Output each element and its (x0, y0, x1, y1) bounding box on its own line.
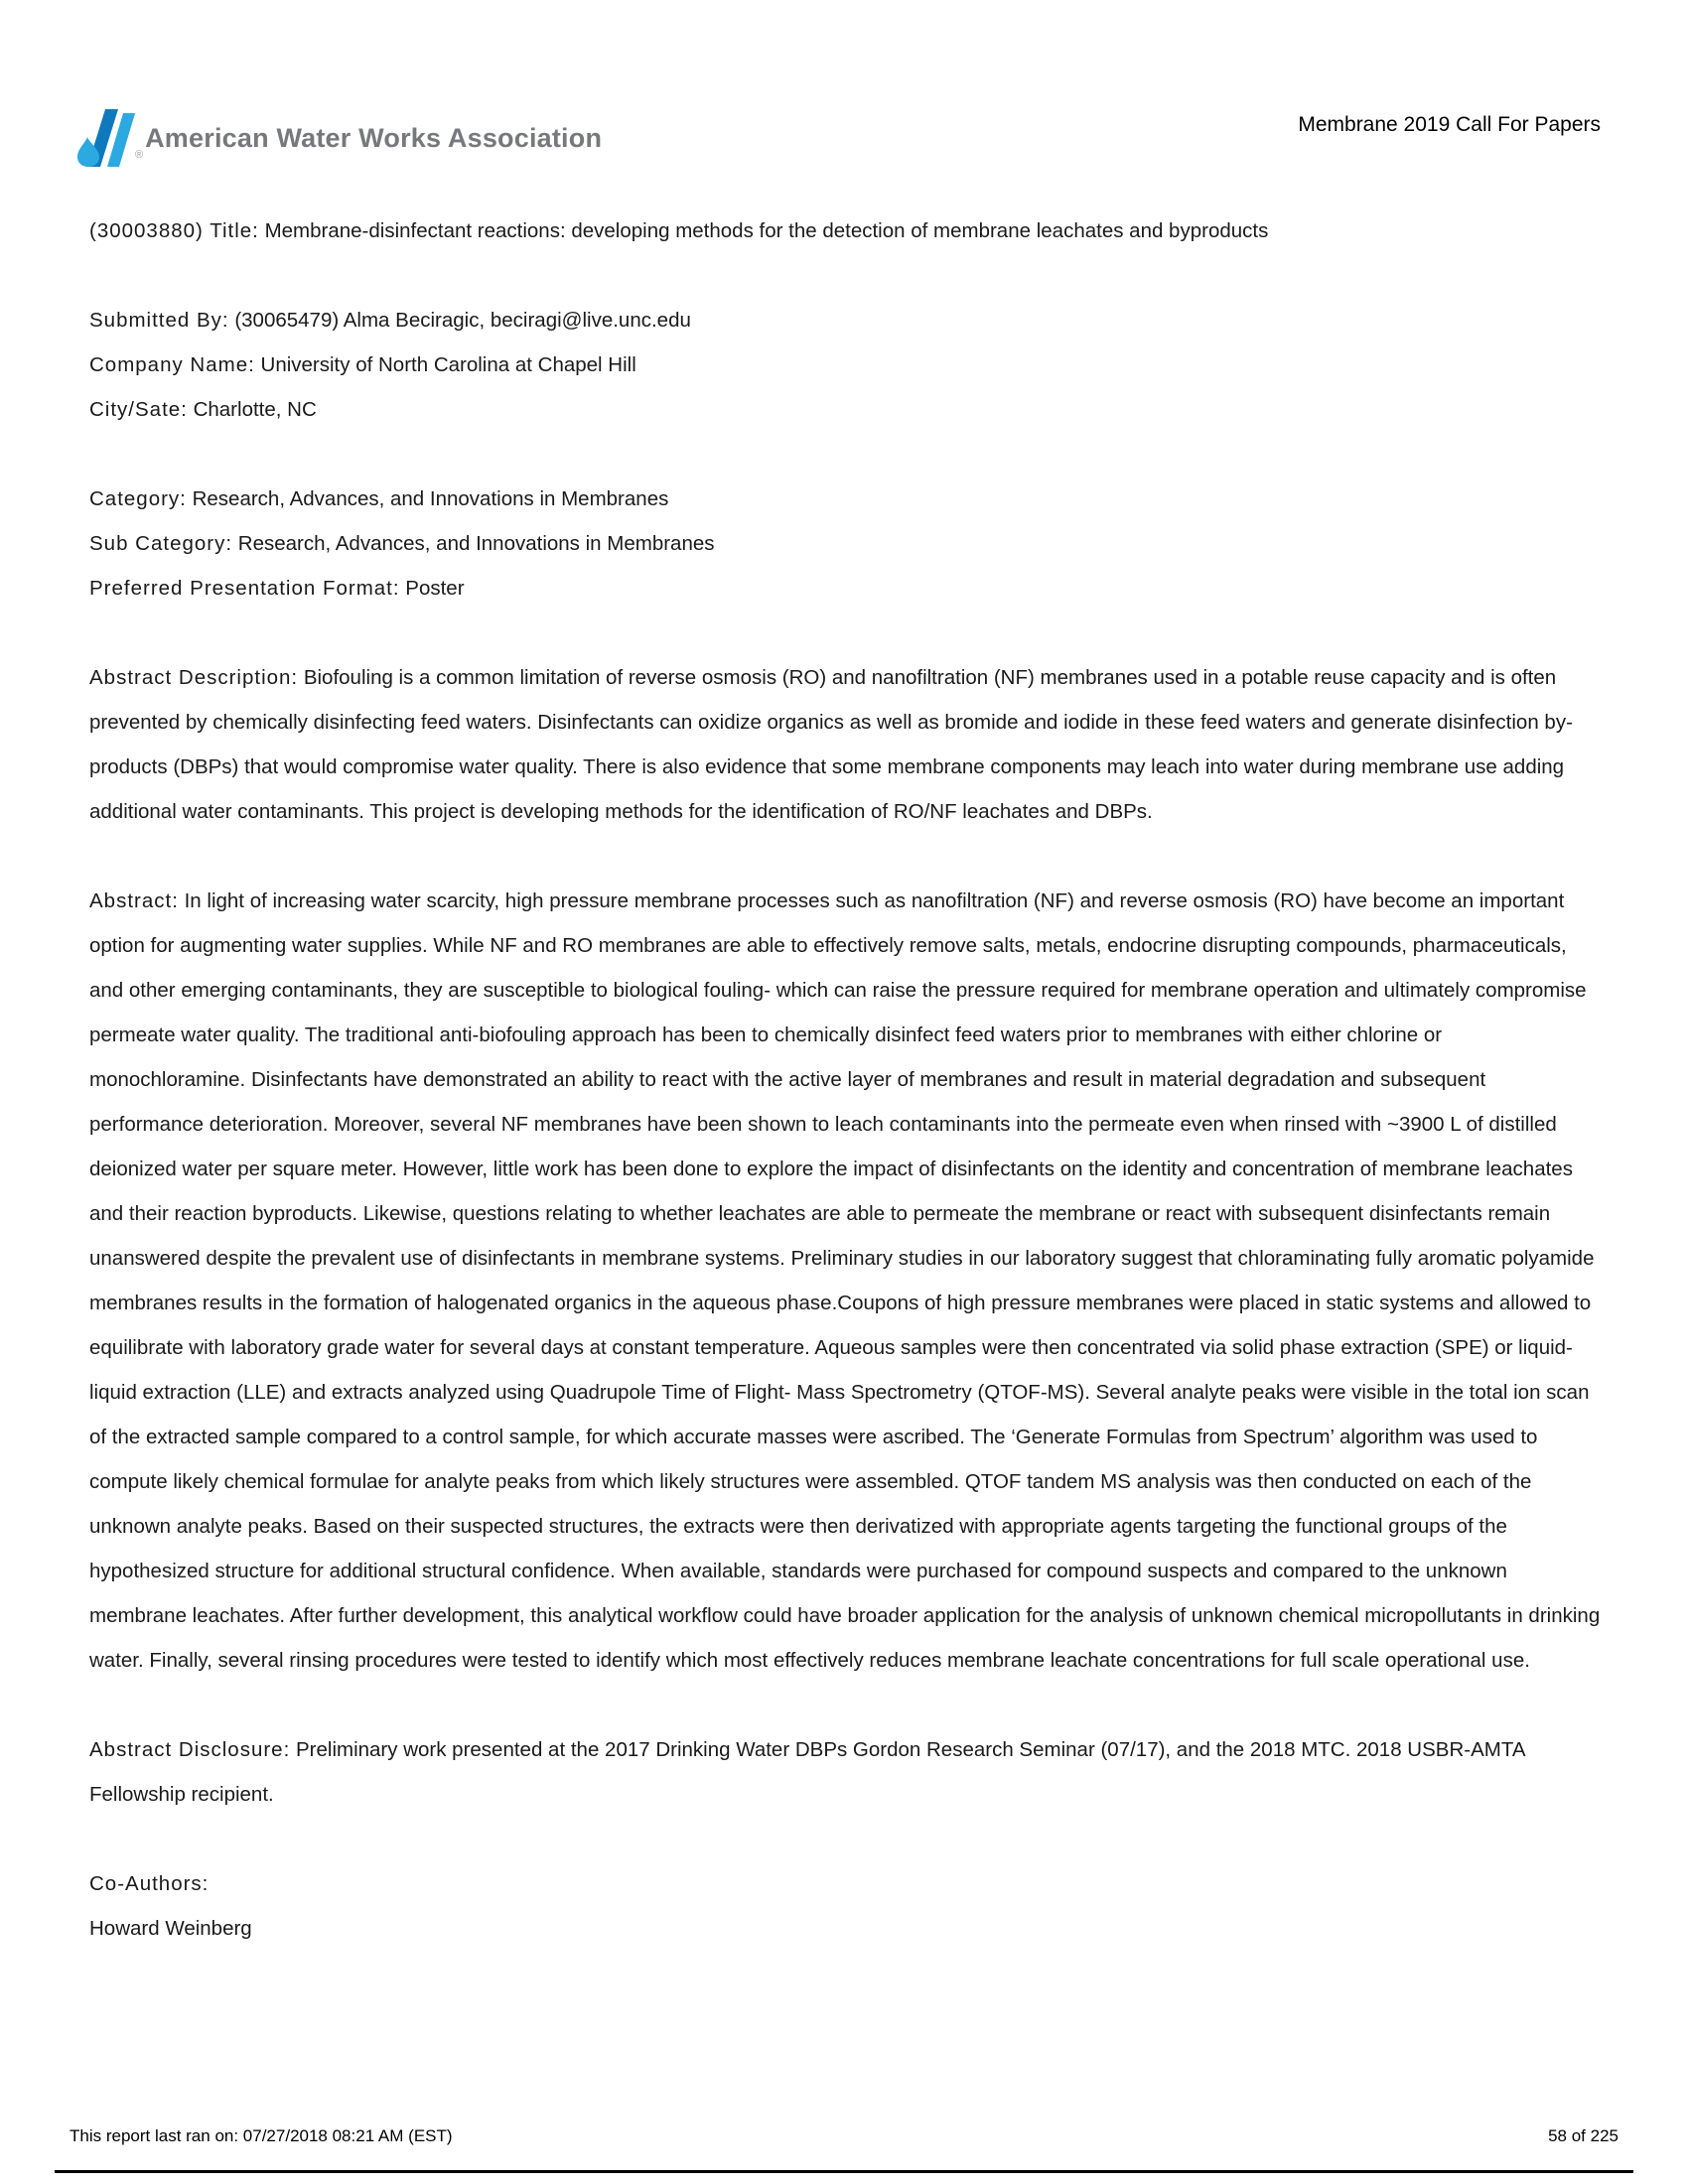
city-state-value: Charlotte, NC (193, 398, 317, 421)
report-title: Membrane 2019 Call For Papers (1298, 113, 1601, 136)
abstract-description-label: Abstract Description: (89, 666, 299, 689)
awwa-droplet-icon (75, 109, 139, 167)
abstract-description-value: Biofouling is a common limitation of reverse osmosis (RO) and nanofiltration (NF) membranes used in a potable reuse capacity and is often prevented by chemically disinfecting feed waters. Disinfectants can oxidize organics as well as bromide and iodide in these feed waters and generate disinfection by-products (DBPs) that would compromise water quality. There is also evidence that some membrane components may leach into water during membrane use adding additional water contaminants. This project is developing methods for the identification of RO/NF leachates and DBPs. (89, 666, 1573, 823)
registered-trademark-symbol: ® (135, 149, 144, 161)
presentation-format-value: Poster (405, 577, 465, 600)
page-footer (70, 2126, 1618, 2146)
co-author-name: Howard Weinberg (89, 1917, 252, 1940)
abstract-label: Abstract: (89, 889, 179, 912)
awwa-logo-text: American Water Works Association (145, 122, 603, 153)
category-value: Research, Advances, and Innovations in Membranes (192, 487, 669, 510)
presentation-format-line (89, 566, 1601, 611)
abstract-value: In light of increasing water scarcity, high pressure membrane processes such as nanofiltration (NF) and reverse osmosis (RO) have become an important option for augmenting water supplies. While NF and RO membranes are able to effectively remove salts, metals, endocrine disrupting compounds, pharmaceuticals, and other emerging contaminants, they are susceptible to biological fouling- which can raise the pressure required for membrane operation and ultimately compromise permeate water quality. The traditional anti-biofouling approach has been to chemically disinfect feed waters prior to membranes with either chlorine or monochloramine. Disinfectants have demonstrated an ability to react with the active layer of membranes and result in material degradation and subsequent performance deterioration. Moreover, several NF membranes have been shown to leach contaminants into the permeate even when rinsed with ~3900 L of distilled deionized water per square meter. However, little work has been done to explore the impact of disinfectants on the identity and concentration of membrane leachates and their reaction byproducts. Likewise, questions relating to whether leachates are able to permeate the membrane or react with subsequent disinfectants remain unanswered despite the prevalent use of disinfectants in membrane systems. Preliminary studies in our laboratory suggest that chloraminating fully aromatic polyamide membranes results in the formation of halogenated organics in the aqueous phase.Coupons of high pressure membranes were placed in static systems and allowed to equilibrate with laboratory grade water for several days at constant temperature. Aqueous samples were then concentrated via solid phase extraction (SPE) or liquid-liquid extraction (LLE) and extracts analyzed using Quadrupole Time of Flight- Mass Spectrometry (QTOF-MS). Several analyte peaks were visible in the total ion scan of the extracted sample compared to a control sample, for which accurate masses were ascribed. The ‘Generate Formulas from Spectrum’ algorithm was used to compute likely chemical formulae for analyte peaks from which likely structures were assembled. QTOF tandem MS analysis was then conducted on each of the unknown analyte peaks. Based on their suspected structures, the extracts were then derivatized with appropriate agents targeting the functional groups of the hypothesized structure for additional structural confidence. When available, standards were purchased for compound suspects and compared to the unknown membrane leachates. After further development, this analytical workflow could have broader application for the analysis of unknown chemical micropollutants in drinking water. Finally, several rinsing procedures were tested to identify which most effectively reduces membrane leachate concentrations for full scale operational use. (89, 889, 1601, 1672)
company-name-value: University of North Carolina at Chapel Hill (260, 353, 636, 376)
city-state-line (89, 387, 1601, 432)
submitted-by-line (89, 298, 1601, 342)
title-label: (30003880) Title: (89, 219, 259, 242)
abstract-disclosure-label: Abstract Disclosure: (89, 1738, 291, 1761)
company-name-line (89, 342, 1601, 387)
footer-divider (55, 2170, 1633, 2173)
category-label: Category: (89, 487, 187, 510)
abstract-paragraph (89, 879, 1601, 1683)
abstract-record (89, 208, 1601, 1951)
presentation-format-label: Preferred Presentation Format: (89, 577, 400, 600)
co-authors-heading (89, 1861, 1601, 1906)
submitted-by-label: Submitted By: (89, 309, 229, 332)
report-last-ran: This report last ran on: 07/27/2018 08:21 AM (EST) (70, 2126, 453, 2145)
sub-category-label: Sub Category: (89, 532, 233, 555)
city-state-label: City/Sate: (89, 398, 188, 421)
sub-category-value: Research, Advances, and Innovations in Membranes (237, 532, 715, 555)
submitted-by-value: (30065479) Alma Beciragic, beciragi@live.unc.edu (234, 309, 691, 332)
company-name-label: Company Name: (89, 353, 255, 376)
page-number: 58 of 225 (1548, 2126, 1618, 2145)
title-value: Membrane-disinfectant reactions: developing methods for the detection of membrane leachates and byproducts (264, 219, 1269, 242)
abstract-title-line (89, 208, 1601, 253)
abstract-description-paragraph (89, 655, 1601, 834)
co-authors-label: Co-Authors: (89, 1872, 210, 1895)
abstract-disclosure-paragraph (89, 1727, 1601, 1817)
sub-category-line (89, 521, 1601, 566)
category-line (89, 477, 1601, 521)
awwa-logo (75, 109, 602, 167)
abstract-disclosure-value: Preliminary work presented at the 2017 Drinking Water DBPs Gordon Research Seminar (07/17), and the 2018 MTC. 2018 USBR-AMTA Fellowship recipient. (89, 1738, 1525, 1806)
